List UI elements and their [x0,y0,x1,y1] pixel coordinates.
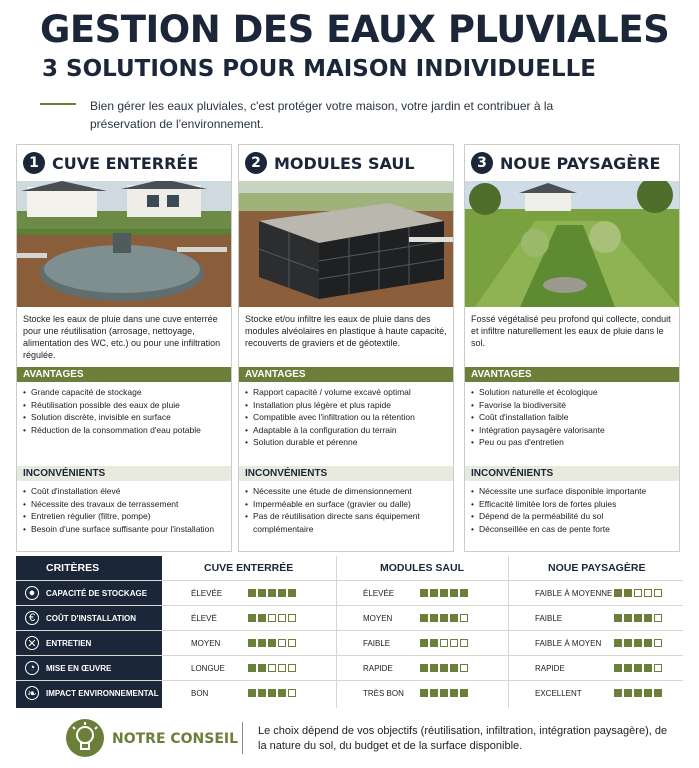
list-item: • Pas de réutilisation directe sans équipement complémentaire [253,510,447,535]
score-squares [420,664,468,672]
score-square [450,589,458,597]
score-square [644,689,652,697]
card-title: NOUE PAYSAGÈRE [500,153,661,173]
advantages-header: AVANTAGES [239,367,453,382]
score-square [288,689,296,697]
euro-icon: € [25,611,39,625]
list-item: • Nécessite une étude de dimensionnement [253,485,447,498]
score-square [450,689,458,697]
score-square [440,689,448,697]
value-cell: FAIBLE À MOYEN [535,639,602,648]
card-modules-saul [238,144,454,552]
leaf-icon: ❧ [25,686,39,700]
list-item: • Solution discrète, invisible en surface [31,411,225,424]
drawbacks-header: INCONVÉNIENTS [239,466,453,481]
card-noue-paysagere [464,144,680,552]
score-square [654,614,662,622]
score-square [654,664,662,672]
score-square [460,664,468,672]
value-cell: EXCELLENT [535,689,582,698]
score-squares [420,589,468,597]
score-square [614,639,622,647]
score-square [248,689,256,697]
score-square [624,689,632,697]
header-criteria: CRITÈRES [46,562,100,574]
score-square [258,589,266,597]
advantages-header: AVANTAGES [465,367,679,382]
criterion-label: ENTRETIEN [46,639,92,648]
advantages-list [17,382,231,466]
score-square [420,664,428,672]
score-square [420,589,428,597]
table-row [16,655,683,681]
score-square [654,589,662,597]
lightbulb-icon [66,719,104,757]
score-square [614,689,622,697]
score-square [644,614,652,622]
list-item: • Coût d'installation faible [479,411,673,424]
advice-divider [242,722,243,754]
list-item: • Compatible avec l'infiltration ou la rétention [253,411,447,424]
score-square [624,664,632,672]
card-number-badge: 1 [23,152,45,174]
score-square [634,589,642,597]
score-square [634,639,642,647]
list-item: • Besoin d'une surface suffisante pour l'installation [31,523,225,536]
advice-title: NOTRE CONSEIL [112,731,239,747]
list-item: • Entretien régulier (filtre, pompe) [31,510,225,523]
header-cuve: CUVE ENTERRÉE [204,562,294,574]
score-square [624,639,632,647]
score-squares [614,689,662,697]
advantages-list [465,382,679,466]
advice-banner [16,712,683,764]
value-cell: FAIBLE [363,639,391,648]
value-cell: RAPIDE [363,664,393,673]
score-square [460,639,468,647]
value-cell: ÉLEVÉE [191,589,223,598]
criterion-label: CAPACITÉ DE STOCKAGE [46,589,148,598]
score-square [440,664,448,672]
list-item: • Déconseillée en cas de pente forte [479,523,673,536]
score-square [430,589,438,597]
criterion-label: IMPACT ENVIRONNEMENTAL [46,689,159,698]
value-cell: RAPIDE [535,664,565,673]
score-square [634,689,642,697]
score-squares [420,689,468,697]
table-header [16,556,683,580]
advantages-header: AVANTAGES [17,367,231,382]
header-saul: MODULES SAUL [380,562,464,574]
card-header [239,145,453,181]
list-item: • Efficacité limitée lors de fortes pluies [479,498,673,511]
score-square [450,639,458,647]
value-cell: ÉLEVÉE [363,589,395,598]
criterion-label: MISE EN ŒUVRE [46,664,112,673]
score-square [268,639,276,647]
score-square [420,614,428,622]
cuve-illustration [17,181,231,307]
header-noue: NOUE PAYSAGÈRE [548,562,646,574]
score-square [268,664,276,672]
score-squares [614,614,662,622]
noue-illustration [465,181,679,307]
score-square [258,689,266,697]
score-square [268,614,276,622]
list-item: • Solution naturelle et écologique [479,386,673,399]
card-number-badge: 2 [245,152,267,174]
score-square [614,664,622,672]
score-squares [248,664,296,672]
value-cell: BON [191,689,209,698]
list-item: • Favorise la biodiversité [479,399,673,412]
drawbacks-header: INCONVÉNIENTS [465,466,679,481]
score-square [278,664,286,672]
score-squares [248,689,296,697]
score-squares [420,614,468,622]
score-square [278,689,286,697]
score-square [654,689,662,697]
score-square [614,614,622,622]
list-item: • Réduction de la consommation d'eau potable [31,424,225,437]
list-item: • Nécessite des travaux de terrassement [31,498,225,511]
score-squares [248,639,296,647]
score-square [278,589,286,597]
score-square [430,664,438,672]
score-square [644,589,652,597]
card-description: Stocke et/ou infiltre les eaux de pluie dans des modules alvéolaires en plastique à haute capacité, recouverts de graviers et de géotextile. [245,314,447,348]
score-square [248,614,256,622]
card-description: Fossé végétalisé peu profond qui collecte, conduit et infiltre naturellement les eaux de pluie dans le sol. [471,314,671,348]
card-title: MODULES SAUL [274,153,415,173]
stopwatch-icon: ◔ [25,661,39,675]
score-square [450,614,458,622]
list-item: • Réutilisation possible des eaux de pluie [31,399,225,412]
list-item: • Imperméable en surface (gravier ou dalle) [253,498,447,511]
list-item: • Grande capacité de stockage [31,386,225,399]
list-item: • Dépend de la perméabilité du sol [479,510,673,523]
score-square [430,689,438,697]
score-square [268,589,276,597]
score-square [644,664,652,672]
score-square [624,614,632,622]
drawbacks-list [17,481,231,559]
list-item: • Peu ou pas d'entretien [479,436,673,449]
score-square [288,639,296,647]
score-square [248,589,256,597]
table-row [16,680,683,706]
card-title: CUVE ENTERRÉE [52,153,199,173]
score-squares [420,639,468,647]
card-header [17,145,231,181]
score-square [248,639,256,647]
comparison-table [16,556,683,708]
card-cuve-enterree [16,144,232,552]
score-square [460,589,468,597]
table-row [16,605,683,631]
score-square [258,614,266,622]
score-square [450,664,458,672]
score-square [634,664,642,672]
value-cell: FAIBLE [535,614,563,623]
score-square [440,589,448,597]
score-square [634,614,642,622]
criterion-label: COÛT D'INSTALLATION [46,614,137,623]
drawbacks-header: INCONVÉNIENTS [17,466,231,481]
score-square [624,589,632,597]
table-row [16,630,683,656]
value-cell: MOYEN [191,639,221,648]
score-squares [614,589,662,597]
score-square [614,589,622,597]
score-square [460,614,468,622]
score-square [430,614,438,622]
score-square [654,639,662,647]
intro-text: Bien gérer les eaux pluviales, c'est protéger votre maison, votre jardin et contribuer à la préservation de l'environnement. [90,99,554,131]
list-item: • Rapport capacité / volume excavé optimal [253,386,447,399]
score-squares [614,639,662,647]
page-subtitle: 3 SOLUTIONS POUR MAISON INDIVIDUELLE [42,56,596,82]
score-square [258,664,266,672]
list-item: • Solution durable et pérenne [253,436,447,449]
score-squares [248,589,296,597]
value-cell: LONGUE [191,664,225,673]
score-square [278,614,286,622]
list-item: • Adaptable à la configuration du terrain [253,424,447,437]
modules-illustration [239,181,453,307]
score-squares [248,614,296,622]
score-square [288,664,296,672]
score-square [420,639,428,647]
list-item: • Intégration paysagère valorisante [479,424,673,437]
score-square [460,689,468,697]
list-item: • Installation plus légère et plus rapide [253,399,447,412]
value-cell: ÉLEVÉ [191,614,217,623]
advice-text: Le choix dépend de vos objectifs (réutilisation, infiltration, intégration paysagère), de la nature du sol, du budget et de la surface disponible. [258,725,668,752]
list-item: • Coût d'installation élevé [31,485,225,498]
page-title: GESTION DES EAUX PLUVIALES [40,8,670,51]
card-header [465,145,679,181]
score-square [420,689,428,697]
value-cell: FAIBLE À MOYENNE [535,589,613,598]
score-square [288,589,296,597]
drawbacks-list [239,481,453,559]
score-square [248,664,256,672]
value-cell: TRÈS BON [363,689,404,698]
intro-divider [40,103,76,105]
score-square [278,639,286,647]
score-square [258,639,266,647]
score-square [644,639,652,647]
water-drop-icon: ● [25,586,39,600]
drawbacks-list [465,481,679,559]
card-number-badge: 3 [471,152,493,174]
wrench-icon: ✕ [25,636,39,650]
score-square [430,639,438,647]
card-description: Stocke les eaux de pluie dans une cuve enterrée pour une réutilisation (arrosage, nettoyage, alimentation des WC, etc.) ou pour une infiltration régulée. [23,314,221,360]
score-square [268,689,276,697]
value-cell: MOYEN [363,614,393,623]
score-square [440,614,448,622]
list-item: • Nécessite une surface disponible importante [479,485,673,498]
advantages-list [239,382,453,466]
table-row [16,580,683,606]
score-square [440,639,448,647]
score-squares [614,664,662,672]
score-square [288,614,296,622]
